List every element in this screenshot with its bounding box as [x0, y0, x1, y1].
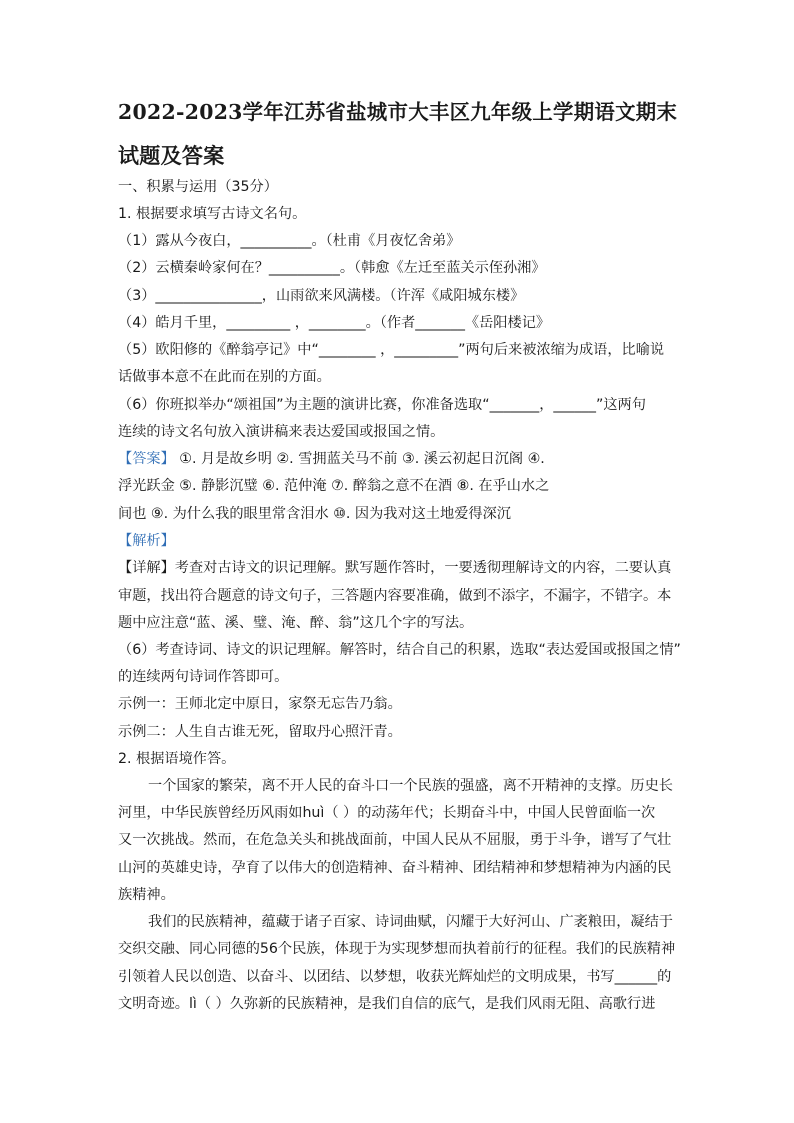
detail-line-3: 题中应注意“蓝、溪、璧、淹、醉、翁”这几个字的写法。: [118, 615, 474, 631]
section-heading: 一、积累与运用（35分）: [118, 179, 278, 195]
example-1: 示例一：王师北定中原日，家祭无忘告乃翁。: [118, 696, 402, 712]
q1-item-5-cont: 话做事本意不在此而在别的方面。: [118, 369, 331, 385]
passage-p1-line-3: 又一次挑战。然而，在危急关头和挑战面前，中国人民从不屈服，勇于斗争，谱写了气壮: [118, 832, 672, 848]
answer-line-3: 间也 ⑨. 为什么我的眼里常含泪水 ⑩. 因为我对这土地爱得深沉: [118, 506, 511, 522]
q1-item-4: （4）皓月千里，_________ ，________。（作者_______《岳阳楼记》: [118, 315, 551, 331]
q1-item-2: （2）云横秦岭家何在？__________。（韩愈《左迁至蓝关示侄孙湘》: [118, 260, 546, 276]
passage-p2-line-3: 引领着人民以创造、以奋斗、以团结、以梦想，收获光辉灿烂的文明成果，书写______的: [118, 969, 672, 985]
detail-line-5: 的连续两句诗词作答即可。: [118, 669, 289, 685]
doc-title-line-1: 2022-2023学年江苏省盐城市大丰区九年级上学期语文期末: [118, 100, 678, 124]
detail-line-2: 审题，找出符合题意的诗文句子，三答题内容要准确，做到不添字，不漏字，不错字。本: [118, 588, 672, 604]
question-1-stem: 1. 根据要求填写古诗文名句。: [118, 206, 307, 222]
q1-item-1: （1）露从今夜白，__________。（杜甫《月夜忆舍弟》: [118, 233, 461, 249]
q1-item-3: （3）_______________，山雨欲来风满楼。（许浑《咸阳城东楼》: [118, 288, 525, 304]
passage-p1-line-4: 山河的英雄史诗，孕育了以伟大的创造精神、奋斗精神、团结精神和梦想精神为内涵的民: [118, 860, 672, 876]
passage-p2-line-1: 我们的民族精神，蕴藏于诸子百家、诗词曲赋，闪耀于大好河山、广袤粮田，凝结于: [148, 914, 673, 930]
passage-p2-line-2: 交织交融、同心同德的56个民族，体现于为实现梦想而执着前行的征程。我们的民族精神: [118, 941, 676, 957]
detail-line-1: 【详解】考查对古诗文的识记理解。默写题作答时，一要透彻理解诗文的内容，二要认真: [118, 560, 672, 576]
answer-line-1: 【答案】 ①. 月是故乡明 ②. 雪拥蓝关马不前 ③. 溪云初起日沉阁 ④.: [118, 451, 545, 467]
detail-line-4: （6）考查诗词、诗文的识记理解。解答时，结合自己的积累，选取“表达爱国或报国之情”: [118, 642, 681, 658]
passage-p1-line-1: 一个国家的繁荣，离不开人民的奋斗口一个民族的强盛，离不开精神的支撑。历史长: [148, 778, 673, 794]
question-2-stem: 2. 根据语境作答。: [118, 751, 236, 767]
example-2: 示例二：人生自古谁无死，留取丹心照汗青。: [118, 724, 402, 740]
q1-item-6: （6）你班拟举办“颂祖国”为主题的演讲比赛，你准备选取“_______，______”这两句: [118, 397, 646, 413]
doc-title-line-2: 试题及答案: [118, 143, 225, 168]
q1-item-6-cont: 连续的诗文名句放入演讲稿来表达爱国或报国之情。: [118, 424, 445, 440]
passage-p1-line-2: 河里，中华民族曾经历风雨如huì（ ）的动荡年代；长期奋斗中，中国人民曾面临一次: [118, 805, 656, 821]
analysis-label: 【解析】: [118, 533, 175, 549]
q1-item-5: （5）欧阳修的《醉翁亭记》中“________ ，_________”两句后来被浓缩为成语，比喻说: [118, 342, 665, 358]
answer-label: 【答案】: [118, 451, 175, 467]
passage-p2-line-4: 文明奇迹。lì（ ）久弥新的民族精神，是我们自信的底气，是我们风雨无阻、高歌行进: [118, 996, 656, 1012]
passage-p1-line-5: 族精神。: [118, 887, 175, 903]
answer-line-2: 浮光跃金 ⑤. 静影沉璧 ⑥. 范仲淹 ⑦. 醉翁之意不在酒 ⑧. 在乎山水之: [118, 478, 550, 494]
